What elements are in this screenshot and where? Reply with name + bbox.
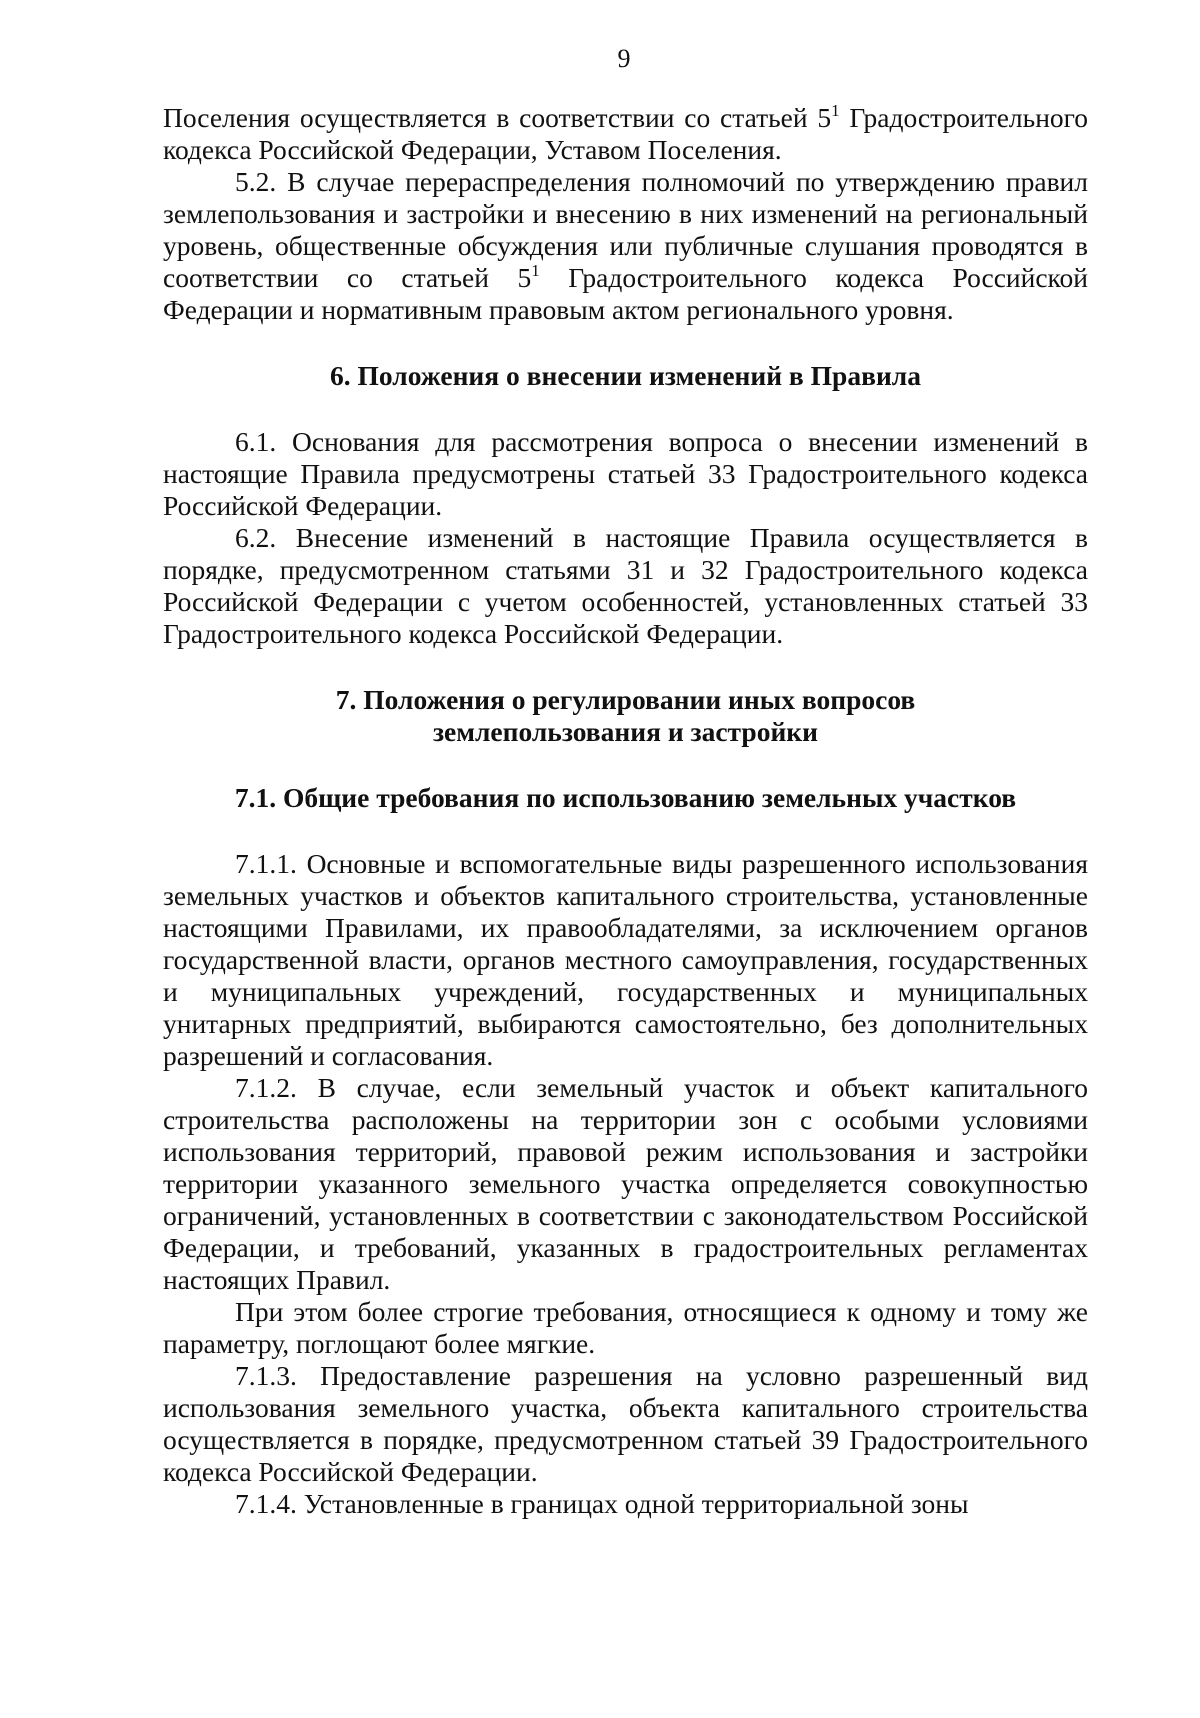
paragraph-7-1-3: 7.1.3. Предоставление разрешения на условно разрешенный вид использования земельного участка, объекта капитального строительства осуществляется в порядке, предусмотренном статьей 39 Градостроительного кодекса Российской Федерации.	[163, 1360, 1088, 1487]
paragraph-7-1-4: 7.1.4. Установленные в границах одной территориальной зоны	[235, 1488, 969, 1519]
paragraph-6-1: 6.1. Основания для рассмотрения вопроса о внесении изменений в настоящие Правила предусмотрены статьей 33 Градостроительного кодекса Российской Федерации.	[163, 426, 1088, 521]
paragraph-text: 5.2. В случае перераспределения полномочий по утверждению правил землепользования и застройки и внесению в них изменений на региональный уровень, общественные обсуждения или публичные слушания проводятся в соответствии со статьей 5	[163, 166, 1088, 293]
section-7-1-heading: 7.1. Общие требования по использованию земельных участков	[234, 782, 1017, 813]
section-6-heading: 6. Положения о внесении изменений в Правила	[330, 360, 921, 391]
paragraph-7-1-1: 7.1.1. Основные и вспомогательные виды разрешенного использования земельных участков и объектов капитального строительства, установленные настоящими Правилами, их правообладателями, за исключением органов государственной власти, органов местного самоуправления, государственных и муниципальных учреждений, государственных и муниципальных унитарных предприятий, выбираются самостоятельно, без дополнительных разрешений и согласования.	[163, 848, 1088, 1071]
paragraph-text: Градостроительного кодекса Российской Федерации и нормативным правовым актом регионального уровня.	[163, 262, 1088, 325]
superscript: 1	[531, 261, 540, 280]
paragraph-strict-requirements: При этом более строгие требования, относящиеся к одному и тому же параметру, поглощают более мягкие.	[163, 1296, 1088, 1359]
section-7-heading-line2: землепользования и застройки	[433, 716, 818, 747]
paragraph-text: Градостроительного кодекса Российской Федерации, Уставом Поселения.	[163, 102, 1088, 165]
paragraph-7-1-2: 7.1.2. В случае, если земельный участок и объект капитального строительства расположены на территории зон с особыми условиями использования территорий, правовой режим использования и застройки территории указанного земельного участка определяется совокупностью ограничений, установленных в соответствии с законодательством Российской Федерации, и требований, указанных в градостроительных регламентах настоящих Правил.	[163, 1072, 1088, 1295]
paragraph-6-2: 6.2. Внесение изменений в настоящие Правила осуществляется в порядке, предусмотренном статьями 31 и 32 Градостроительного кодекса Российской Федерации с учетом особенностей, установленных статьей 33 Градостроительного кодекса Российской Федерации.	[163, 522, 1088, 649]
section-7-heading	[163, 684, 1088, 748]
page-number: 9	[617, 44, 631, 73]
paragraph-text: Поселения осуществляется в соответствии со статьей 5	[163, 102, 832, 133]
paragraph-5-2	[163, 166, 1088, 326]
section-7-heading-line1: 7. Положения о регулировании иных вопросов	[335, 684, 916, 715]
superscript: 1	[831, 101, 840, 120]
document-body	[163, 102, 1088, 1520]
paragraph-5-1-tail	[163, 102, 1088, 166]
